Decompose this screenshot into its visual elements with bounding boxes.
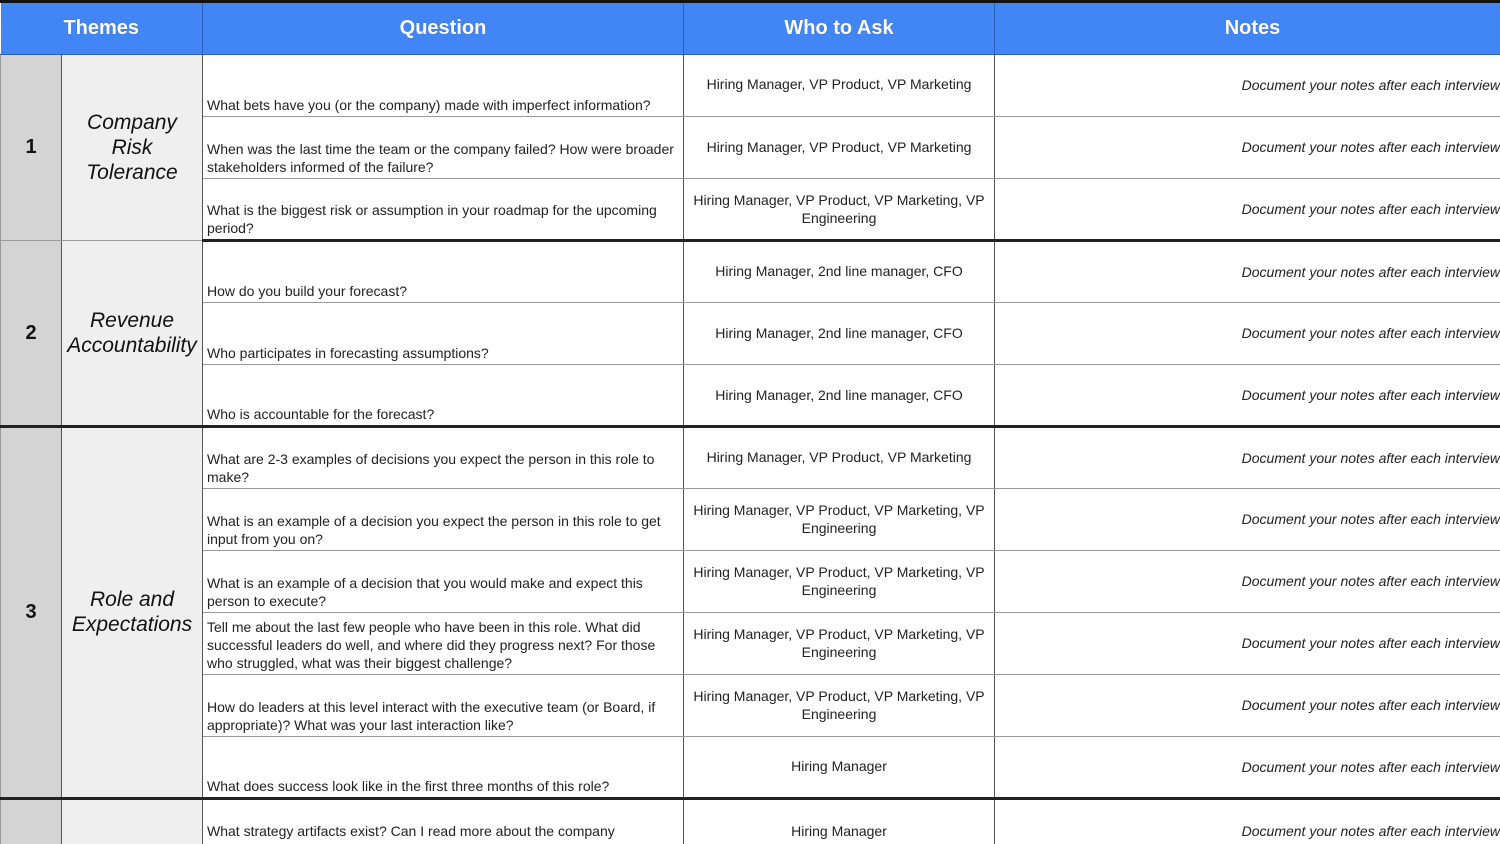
who-to-ask-cell[interactable]: Hiring Manager, VP Product, VP Marketing	[684, 426, 995, 488]
table-row	[1, 612, 1500, 674]
table-row	[1, 736, 1500, 798]
table-row	[1, 798, 1500, 844]
theme-cell[interactable]	[62, 240, 203, 426]
who-to-ask-cell[interactable]: Hiring Manager, VP Product, VP Marketing	[684, 116, 995, 178]
notes-cell[interactable]: Document your notes after each interview	[995, 240, 1500, 302]
theme-cell[interactable]	[62, 54, 203, 240]
table-row	[1, 550, 1500, 612]
question-cell[interactable]: How do you build your forecast?	[203, 240, 684, 302]
table-row	[1, 302, 1500, 364]
theme-label: Revenue Accountability	[67, 308, 197, 357]
question-cell[interactable]: What bets have you (or the company) made with imperfect information?	[203, 54, 684, 116]
question-cell[interactable]: When was the last time the team or the company failed? How were broader stakeholders informed of the failure?	[203, 116, 684, 178]
who-to-ask-cell[interactable]: Hiring Manager, 2nd line manager, CFO	[684, 302, 995, 364]
question-cell[interactable]: What is an example of a decision you expect the person in this role to get input from you on?	[203, 488, 684, 550]
table-row	[1, 116, 1500, 178]
notes-cell[interactable]: Document your notes after each interview	[995, 364, 1500, 426]
notes-cell[interactable]: Document your notes after each interview	[995, 550, 1500, 612]
question-cell[interactable]: What does success look like in the first three months of this role?	[203, 736, 684, 798]
who-to-ask-cell[interactable]: Hiring Manager	[684, 798, 995, 844]
question-cell[interactable]: Who is accountable for the forecast?	[203, 364, 684, 426]
notes-cell[interactable]: Document your notes after each interview	[995, 612, 1500, 674]
question-cell[interactable]: How do leaders at this level interact with the executive team (or Board, if appropriate)? What was your last interaction like?	[203, 674, 684, 736]
who-to-ask-cell[interactable]: Hiring Manager, VP Product, VP Marketing, VP Engineering	[684, 674, 995, 736]
theme-cell[interactable]	[62, 798, 203, 844]
table-row	[1, 426, 1500, 488]
theme-label: Role and Expectations	[71, 588, 193, 636]
theme-number-cell[interactable]	[1, 798, 62, 844]
who-to-ask-cell[interactable]: Hiring Manager, 2nd line manager, CFO	[684, 240, 995, 302]
interview-questions-table	[0, 3, 1500, 844]
who-to-ask-cell[interactable]: Hiring Manager, VP Product, VP Marketing, VP Engineering	[684, 178, 995, 240]
header-notes[interactable]: Notes	[995, 3, 1500, 54]
question-cell[interactable]: What strategy artifacts exist? Can I read more about the company	[203, 798, 684, 844]
notes-cell[interactable]: Document your notes after each interview	[995, 116, 1500, 178]
header-themes[interactable]: Themes	[1, 3, 203, 54]
who-to-ask-cell[interactable]: Hiring Manager, VP Product, VP Marketing, VP Engineering	[684, 612, 995, 674]
notes-cell[interactable]: Document your notes after each interview	[995, 798, 1500, 844]
table-row	[1, 674, 1500, 736]
table-row	[1, 178, 1500, 240]
notes-cell[interactable]: Document your notes after each interview	[995, 302, 1500, 364]
notes-cell[interactable]: Document your notes after each interview	[995, 488, 1500, 550]
question-cell[interactable]: What is the biggest risk or assumption in your roadmap for the upcoming period?	[203, 178, 684, 240]
theme-number-cell[interactable]: 1	[1, 54, 62, 240]
header-question[interactable]: Question	[203, 3, 684, 54]
who-to-ask-cell[interactable]: Hiring Manager	[684, 736, 995, 798]
table-row	[1, 240, 1500, 302]
theme-number-cell[interactable]: 2	[1, 240, 62, 426]
who-to-ask-cell[interactable]: Hiring Manager, VP Product, VP Marketing, VP Engineering	[684, 488, 995, 550]
question-cell[interactable]: Tell me about the last few people who have been in this role. What did successful leaders do well, and where did they progress next? For those who struggled, what was their biggest challenge?	[203, 612, 684, 674]
notes-cell[interactable]: Document your notes after each interview	[995, 178, 1500, 240]
notes-cell[interactable]: Document your notes after each interview	[995, 736, 1500, 798]
theme-number-cell[interactable]: 3	[1, 426, 62, 798]
who-to-ask-cell[interactable]: Hiring Manager, 2nd line manager, CFO	[684, 364, 995, 426]
question-cell[interactable]: What are 2-3 examples of decisions you expect the person in this role to make?	[203, 426, 684, 488]
who-to-ask-cell[interactable]: Hiring Manager, VP Product, VP Marketing, VP Engineering	[684, 550, 995, 612]
notes-cell[interactable]: Document your notes after each interview	[995, 54, 1500, 116]
question-cell[interactable]: Who participates in forecasting assumptions?	[203, 302, 684, 364]
theme-cell[interactable]	[62, 426, 203, 798]
table-row	[1, 364, 1500, 426]
notes-cell[interactable]: Document your notes after each interview	[995, 674, 1500, 736]
theme-label: Company Risk Tolerance	[86, 110, 178, 184]
notes-cell[interactable]: Document your notes after each interview	[995, 426, 1500, 488]
who-to-ask-cell[interactable]: Hiring Manager, VP Product, VP Marketing	[684, 54, 995, 116]
table-row	[1, 488, 1500, 550]
table-row	[1, 54, 1500, 116]
question-cell[interactable]: What is an example of a decision that you would make and expect this person to execute?	[203, 550, 684, 612]
header-who-to-ask[interactable]: Who to Ask	[684, 3, 995, 54]
header-row	[1, 3, 1500, 54]
